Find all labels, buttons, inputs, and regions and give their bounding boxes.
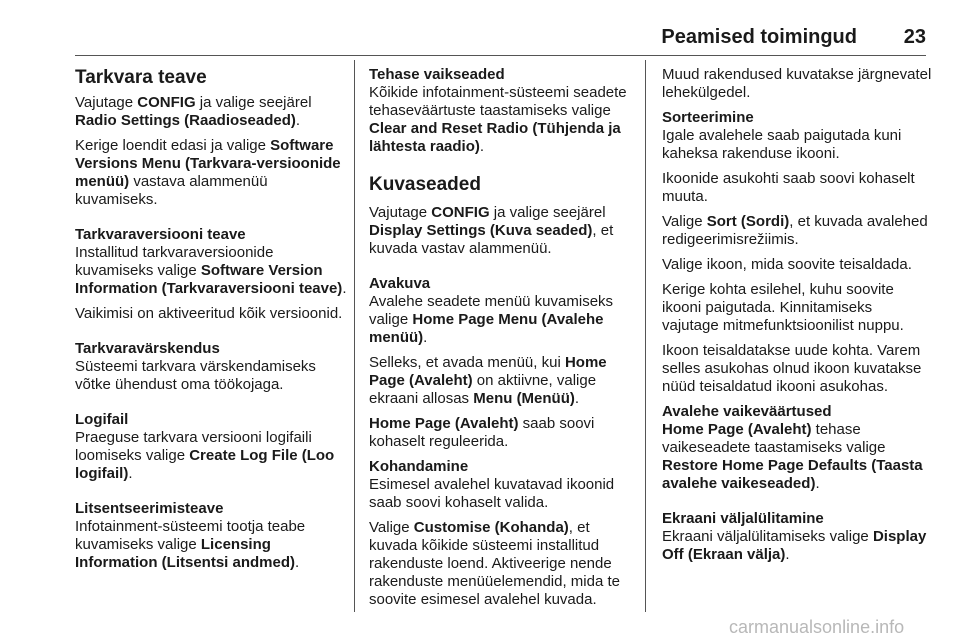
menu-option-label: Radio Settings (Raadioseaded)	[75, 112, 296, 129]
menu-option-label: Home Page (Avaleht)	[369, 354, 607, 389]
column-1	[75, 66, 347, 579]
subsection-title: Logifail	[75, 411, 129, 428]
paragraph: Ikoonide asukohti saab soovi kohaselt muuta.	[662, 170, 915, 205]
subsection-title: Kohandamine	[369, 458, 469, 475]
paragraph: Vajutage CONFIG ja valige seejärel Radio Settings (Raadioseaded).	[75, 94, 312, 129]
page-number: 23	[903, 26, 926, 48]
paragraph: Praeguse tarkvara versiooni logifaili loomiseks valige Create Log File (Loo logifail).	[75, 429, 335, 482]
menu-option-label: Software Versions Menu (Tarkvara-versioonide menüü)	[75, 137, 341, 190]
subsection-title: Tarkvaraversiooni teave	[75, 226, 246, 243]
subsection-title: Litsentseerimisteave	[75, 500, 224, 517]
subsection-title: Sorteerimine	[662, 109, 754, 126]
menu-option-label: Display Off (Ekraan välja)	[662, 528, 927, 563]
paragraph: Igale avalehele saab paigutada kuni kaheksa rakenduse ikooni.	[662, 127, 902, 162]
paragraph: Vajutage CONFIG ja valige seejärel Display Settings (Kuva seaded), et kuvada vastav alammenüü.	[369, 204, 614, 257]
column-divider-1	[354, 60, 355, 612]
paragraph: Ikoon teisaldatakse uude kohta. Varem selles asukohas olnud ikoon kuvatakse nüüd teisaldatud ikooni asukohas.	[662, 342, 922, 395]
subsection-title: Avakuva	[369, 275, 431, 292]
paragraph: Valige ikoon, mida soovite teisaldada.	[662, 256, 912, 273]
column-3	[662, 66, 932, 571]
menu-option-label: Restore Home Page Defaults (Taasta avalehe vaikeseaded)	[662, 457, 923, 492]
column-divider-2	[645, 60, 646, 612]
menu-option-label: CONFIG	[137, 94, 196, 111]
menu-option-label: Home Page (Avaleht)	[369, 415, 519, 432]
paragraph: Infotainment-süsteemi tootja teabe kuvamiseks valige Licensing Information (Litsentsi andmed).	[75, 518, 306, 571]
paragraph: Installitud tarkvaraversioonide kuvamiseks valige Software Version Information (Tarkvaraversiooni teave).	[75, 244, 347, 297]
paragraph: Kõikide infotainment-süsteemi seadete tehaseväärtuste taastamiseks valige Clear and Reset Radio (Tühjenda ja lähtesta raadio).	[369, 84, 627, 155]
menu-option-label: Home Page (Avaleht)	[662, 421, 812, 438]
page-header-title: Peamised toimingud	[661, 26, 857, 48]
menu-option-label: CONFIG	[431, 204, 490, 221]
subsection-title: Tarkvaravärskendus	[75, 340, 220, 357]
subsection-title: Tehase vaikseaded	[369, 66, 505, 83]
paragraph: Home Page (Avaleht) tehase vaikeseadete taastamiseks valige Restore Home Page Defaults (Taasta avalehe vaikeseaded).	[662, 421, 923, 492]
paragraph: Ekraani väljalülitamiseks valige Display Off (Ekraan välja).	[662, 528, 927, 563]
watermark: carmanualsonline.info	[729, 617, 905, 637]
section-heading-tarkvara-teave: Tarkvara teave	[75, 67, 207, 88]
paragraph: Esimesel avalehel kuvatavad ikoonid saab soovi kohaselt valida.	[369, 476, 615, 511]
menu-option-label: Customise (Kohanda)	[413, 519, 569, 536]
paragraph: Valige Customise (Kohanda), et kuvada kõikide süsteemi installitud rakenduste loend. Aktiveerige nende rakenduste menüüelemendid, mida te soovite esimesel avalehel kuvada.	[369, 519, 620, 608]
paragraph: Kerige loendit edasi ja valige Software Versions Menu (Tarkvara-versioonide menüü) vastava alammenüü kuvamiseks.	[75, 137, 341, 208]
column-2	[369, 66, 637, 616]
paragraph: Vaikimisi on aktiveeritud kõik versioonid.	[75, 305, 343, 322]
paragraph: Valige Sort (Sordi), et kuvada avalehed redigeerimisrežiimis.	[662, 213, 928, 248]
paragraph: Muud rakendused kuvatakse järgnevatel lehekülgedel.	[662, 66, 932, 101]
menu-option-label: Sort (Sordi)	[706, 213, 790, 230]
menu-option-label: Home Page Menu (Avalehe menüü)	[369, 311, 604, 346]
paragraph: Kerige kohta esilehel, kuhu soovite ikooni paigutada. Kinnitamiseks vajutage mitmefunktsioonilist nuppu.	[662, 281, 904, 334]
subsection-title: Avalehe vaikeväärtused	[662, 403, 832, 420]
menu-option-label: Clear and Reset Radio (Tühjenda ja lähtesta raadio)	[369, 120, 621, 155]
paragraph: Home Page (Avaleht) saab soovi kohaselt reguleerida.	[369, 415, 595, 450]
menu-option-label: Licensing Information (Litsentsi andmed)	[75, 536, 296, 571]
menu-option-label: Software Version Information (Tarkvaraversiooni teave)	[75, 262, 343, 297]
menu-option-label: Display Settings (Kuva seaded)	[369, 222, 593, 239]
paragraph: Süsteemi tarkvara värskendamiseks võtke ühendust oma töökojaga.	[75, 358, 316, 393]
menu-option-label: Create Log File (Loo logifail)	[75, 447, 335, 482]
paragraph: Avalehe seadete menüü kuvamiseks valige Home Page Menu (Avalehe menüü).	[369, 293, 614, 346]
section-heading-kuvaseaded: Kuvaseaded	[369, 174, 481, 195]
paragraph: Selleks, et avada menüü, kui Home Page (Avaleht) on aktiivne, valige ekraani allosas Menu (Menüü).	[369, 354, 607, 407]
subsection-title: Ekraani väljalülitamine	[662, 510, 824, 527]
menu-option-label: Menu (Menüü)	[473, 390, 575, 407]
header-rule	[75, 55, 926, 56]
